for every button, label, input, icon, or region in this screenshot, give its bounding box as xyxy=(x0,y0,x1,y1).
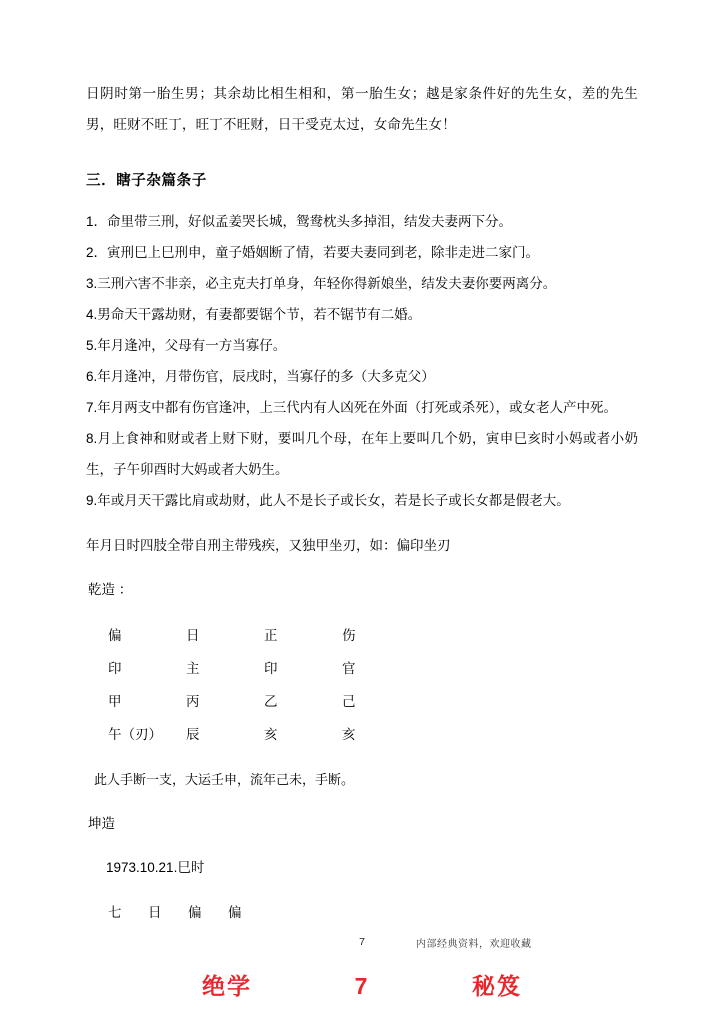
list-item: 4.男命天干露劫财，有妻都要锯个节，若不锯节有二婚。 xyxy=(86,307,422,322)
list-item: 5.年月逢冲，父母有一方当寡仔。 xyxy=(86,338,287,353)
chart-cell: 正 xyxy=(264,627,278,643)
banner-left-text: 绝学 xyxy=(202,973,252,999)
chart-cell: 伤 xyxy=(342,627,356,643)
footer-page-number: 7 xyxy=(359,936,365,948)
chart-row xyxy=(108,718,638,751)
kun-zao-label: 坤造 xyxy=(88,815,115,831)
chart-cell: 印 xyxy=(264,660,278,676)
chart-cell: 官 xyxy=(342,660,356,676)
chart-cell: 丙 xyxy=(186,693,200,709)
chart-cell: 甲 xyxy=(108,693,122,709)
kun-zao-date: 1973.10.21.巳时 xyxy=(106,860,205,875)
qian-zao-note: 此人手断一支，大运壬申，流年己未，手断。 xyxy=(94,771,355,787)
chart-row xyxy=(108,652,638,685)
chart-cell: 亥 xyxy=(342,726,356,742)
kun-zao-chart-row xyxy=(86,897,638,928)
numbered-item-list xyxy=(86,206,638,516)
banner-right-text: 秘笈 xyxy=(472,973,522,999)
chart-cell: 日 xyxy=(148,904,162,920)
top-paragraph: 日阴时第一胎生男；其余劫比相生相和，第一胎生女；越是家条件好的先生女，差的先生男，旺财不旺丁，旺丁不旺财，日干受克太过，女命先生女！ xyxy=(86,86,638,132)
section-heading: 三．瞎子杂篇条子 xyxy=(86,173,207,189)
document-content xyxy=(86,78,638,928)
chart-cell: 乙 xyxy=(264,693,278,709)
list-item: 1．命里带三刑，好似孟姜哭长城，鸳鸯枕头多掉泪，结发夫妻两下分。 xyxy=(86,214,513,229)
chart-cell: 印 xyxy=(108,660,122,676)
list-item: 9.年或月天干露比肩或劫财，此人不是长子或长女，若是长子或长女都是假老大。 xyxy=(86,493,570,508)
list-item: 3.三刑六害不非亲，必主克夫打单身，年轻你得新娘坐，结发夫妻你要两离分。 xyxy=(86,276,557,291)
list-item: 7.年月两支中都有伤官逢冲，上三代内有人凶死在外面（打死或杀死），或女老人产中死。 xyxy=(86,400,618,415)
chart-cell: 偏 xyxy=(228,904,242,920)
chart-cell: 主 xyxy=(186,660,200,676)
chart-cell: 七 xyxy=(108,904,122,920)
after-items-line: 年月日时四肢全带自刑主带残疾，又独甲坐刃，如：偏印坐刃 xyxy=(86,537,451,553)
bottom-banner xyxy=(0,968,724,1001)
chart-cell: 偏 xyxy=(108,627,122,643)
banner-page-number: 7 xyxy=(354,973,370,999)
chart-cell: 日 xyxy=(186,627,200,643)
footer-note: 内部经典资料，欢迎收藏 xyxy=(416,939,532,950)
list-item: 6.年月逢冲，月带伤官，辰戌时，当寡仔的多（大多克父） xyxy=(86,369,435,384)
qian-zao-label: 乾造 ： xyxy=(88,582,133,597)
list-item: 2．寅刑巳上巳刑申，童子婚姻断了情，若要夫妻同到老，除非走进二家门。 xyxy=(86,245,540,260)
chart-cell: 偏 xyxy=(188,904,202,920)
chart-cell: 亥 xyxy=(264,726,278,742)
chart-cell: 己 xyxy=(342,693,356,709)
qian-zao-chart xyxy=(86,619,638,751)
chart-row xyxy=(108,619,638,652)
chart-cell: 午（刃） xyxy=(108,726,162,742)
list-item: 8.月上食神和财或者上财下财，要叫几个母，在年上要叫几个奶，寅申巳亥时小妈或者小奶生，子午卯酉时大妈或者大奶生。 xyxy=(86,431,638,477)
chart-cell: 辰 xyxy=(186,726,200,742)
chart-row xyxy=(108,685,638,718)
